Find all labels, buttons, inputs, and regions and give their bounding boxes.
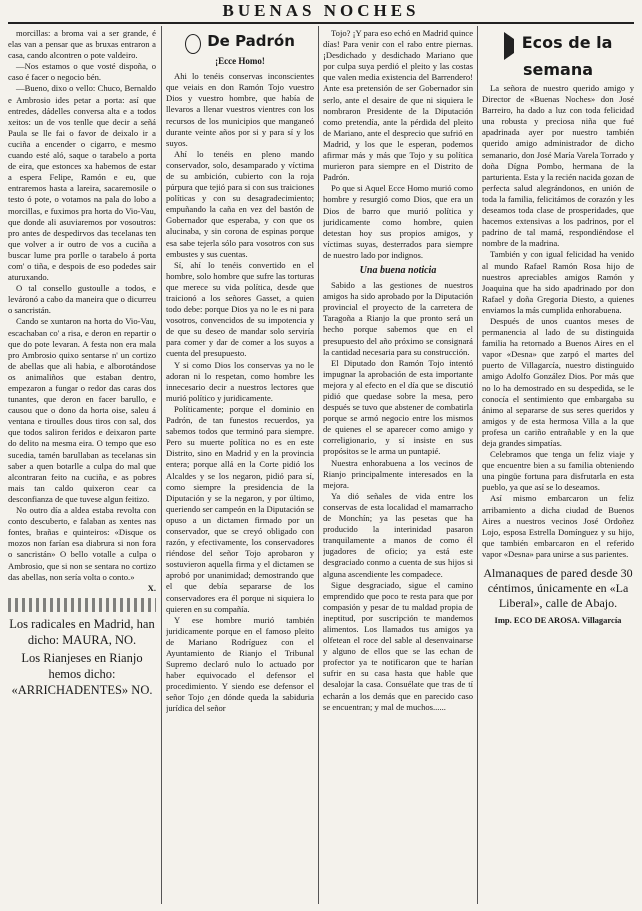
paragraph: Después de unos cuantos meses de permanencia al lado de su distinguida familia ha retornado a Buenos Aires en el vapor «Desna» que zarpó el martes del puerto de Villagarcía, nuestro distinguido amigo Adolfo González Dios. Por más que no lo ha demostrado en su despedida, se le conocía el sentimiento que embargaba su ánimo al separarse de sus seres queridos y amigos y de esta hermosa Villa a la que profesa un cariño entrañable y en la que deja grandes simpatías. (482, 315, 634, 448)
paragraph: Y si como Dios los conservas ya no le adoran ni lo respetan, como hombre les innecesario decir a nuestros lectores que murió político y juridicamente. (166, 359, 314, 403)
paragraph: —Nos estamos o que vosté dispoña, o caso é facer o negocio bén. (8, 61, 156, 83)
section-title: Ecos de la semana (521, 32, 613, 79)
advert-almanaques: Almanaques de pared desde 30 céntimos, únicamente en «La Liberal», calle de Abajo. (483, 566, 633, 611)
paragraph: —Bueno, dixo o vello: Chuco, Bernaldo e Ambrosio ides petar a porta: así que entredes, dádelles conversa alta e a todos xeitos: un de vos tenlle que decir a señá Paula se lle fai o favor de deixalo ir a cuciña a encender o cigarro, e mesmo cuando esté aló, saque o tarabelo a porta de eira, que estonces xa habemos de estar a espera Felipe, Ramón e eu, que entraremos hasta a lareira, sacaremosile o testo ó pote, o votamos na pala do lobo a morcillas, e fuximos pra horta do Vio-Vau, que donde ali asuviaremos por vosoutros: pro antes de despedirvos das tecelanas ten que volver a ir outro de vos a cuciña a buscar lume pra porlle o tarabelo á porta com' o tiña, e despois de eso podedes sair aturuxando. (8, 83, 156, 283)
column-2 (166, 28, 314, 903)
paragraph: Celebramos que tenga un feliz viaje y que encuentre bien a su familia obteniendo una pingüe fortuna para disfrutarla en esta pueblo, ya que así se lo deseamos. (482, 449, 634, 493)
paragraph: Sí, ahí lo tenéis convertido en el hombre, solo hombre que sufre las torturas que merece su vida política, desde que traicionó a los señores Gasset, a quien todo debe: porque Dios ya no le es ni para vosotros, convencidos de su impotencia y de que su deseo de mandar solo serviría para comer y dar de comer a los suyos a cuenta del presupuesto. (166, 259, 314, 359)
notice-radicales: Los radicales en Madrid, han dicho: MAURA, NO. (9, 616, 155, 647)
paragraph: Po que si Aquel Ecce Homo murió como hombre y resurgió como Dios, que era un Dios de barro que murió política y juridicamente como hombre, quien detestan hoy sus propios amigos, y víctimas suyas, desterrados para siempre de nuestro lado por indignos. (323, 183, 473, 260)
masthead-rule (8, 22, 634, 24)
section-title-buena-noticia: Una buena noticia (359, 264, 437, 276)
section-subtitle: ¡Ecce Homo! (215, 56, 265, 67)
paragraph: También y con igual felicidad ha venido al mundo Rafael Ramón Rosa hijo de nuestros apreciables amigos Ramón y Joaquina que ha sido apadrinado por don Rafael y doña Gregoria Diesto, a quienes enviamos la más cumplida enhorabuena. (482, 249, 634, 315)
paragraph: morcillas: a broma vai a ser grande, é elas van a pensar que as bruxas entraron a casa, cando alcontren o pote valdeiro. (8, 28, 156, 61)
printer-imprint: Imp. ECO DE AROSA. Villagarcía (494, 615, 622, 626)
paragraph: O tal consello gustoulle a todos, e leváronó a cabo da maneira que o dicurreu o sancristán. (8, 283, 156, 316)
cyclist-icon (185, 34, 201, 54)
masthead: BUENAS NOCHES (222, 1, 420, 20)
ornament-divider (8, 598, 156, 612)
paragraph: Ya dió señales de vida entre los conservas de esta localidad el mamarracho de Monchín; ya las pesetas que ha producido la interinidad pasaron tranquilamente a manos de como él jugadores de oficio; ya está este desgraciado conmo a cuenta de sus hijos si alguna ascendiente les compadece. (323, 490, 473, 579)
section-heading-ecos (482, 32, 634, 79)
column-divider (161, 26, 162, 904)
paragraph: Así mismo embarcaron un feliz arribamiento a dicha ciudad de Buenos Aires a nuestros vecinos José Ordoñez Lojo, esposa Estrella Domínguez y su hijo, que también embarcaron en el referido vapor «Desna» para unirse a sus parientes. (482, 493, 634, 559)
paragraph: Políticamente; porque el dominio en Padrón, de tan funestos recuerdos, ya sabemos todos que terminó para siempre. Pero su muerte política no es en este Distrito, sino en Madrid y en la provincia entera; porque allá en la Corte pidió los Alcaldes y se los negaron, pidió para sí, como siempre la presidencia de la Diputación y se la negaron, y por último, queriendo ser campeón en la Diputación se opuso a un dictamen firmado por un conservador, que se creyó obligado con razón, y efectivamente, los conservadores riéndose del señor Tojo aprobaron y sostuvieron aquella firma y el dictamen se aprobó por unanimidad; demostrando que el que debía separarse de los conservadores era él porque ni siquiera lo quieren en su compañía. (166, 403, 314, 614)
paragraph: El Diputado don Ramón Tojo intentó impugnar la aprobación de esta importante mejora y al efecto en el día que se discutió pidió que quedase sobre la mesa, pero después se tuvo que abstener de combatirla porque se armó negocio entre los mismos de quienes el se aparecer como amigo y correligionario, y sí insiste en sus propósitos se le arma un puntapié. (323, 357, 473, 457)
section-heading-padron (166, 32, 314, 67)
column-4 (482, 28, 634, 903)
paragraph: La señora de nuestro querido amigo y Director de «Buenas Noches» don José Barreiro, ha dado a luz con toda felicidad una robusta y preciosa niña que fué apadrinada ayer por nuestro también querido amigo administrador de dicho semanario, don José María Varela Torrado y doña Dígna Pombo, hermana de la parturienta. Esta y la recién nacida gozan de perfecta salud alegrándonos, en unión de toda la familia, felicitámos de corazón y les deseamos toda clase de prosperidades, que hacemos extensivas a los padrinos, por el padrino de tal mamá, respondiéndose el nombre de la madrina. (482, 83, 634, 249)
column-divider (318, 26, 319, 904)
megaphone-icon (504, 32, 514, 60)
paragraph: Sigue desgraciado, sigue el camino emprendido que poco te resta para que por compasión y pesar de tu maldad propia de ineptitud, por suscripción te mandemos alimentos. Los llamados tus amigos ya olfetean el roce del sable al desenvainarse y alguno de ellos que se las echan de profector ya te notificaron que te harían sufrir en su casa hasta que hable que desalojar la casa. Consuélate que tras de tí echarán a los demás que en parecido caso se encuentran; y mal de muchos...... (323, 579, 473, 712)
paragraph: Ahi lo tenéis conservas inconscientes que veiais en don Ramón Tojo vuestro Dios y vuestro hombre, que había de llevaros a llenar vuestros vientres con los recursos de los municipios que manganeó durante veinte años por si y para sí y los suyos. (166, 71, 314, 148)
paragraph: Tojo? ¡Y para eso echó en Madrid quince días! Para venir con el rabo entre piernas. ¡Desdichado y desdichado Mariano que por culpa suya perdió el pleito y las costas que valen media existencia del Barrendero! Ante esa pretensión de ser Gobernador sin serlo, ante el desaire de que ni siquiera le nombraron Presidente de la Diputación como pretendía, ante la pérdida del pleito de Mariano, ante el desprecio que sufrió en Madrid, y los que le esperan, podemos afirmar más y más que Tojo y su política murieron para siempre en el Distrito de Padrón. (323, 28, 473, 183)
section-title: De Padrón (207, 32, 295, 50)
paragraph: No outro día a aldea estaba revolta con conto descuberto, e falaban as xentes nas fontes, brañas e quinteiros: «Disque os mozos non farían esa diabrura si non fora o sancristán» O bello votalle a culpa o Ambrosio, que si non se sentara no cortizo das abellas, non sería volta o conto.» (8, 505, 156, 582)
paragraph: Nuestra enhorabuena a los vecinos de Rianjo principalmente interesados en la mejora. (323, 457, 473, 490)
paragraph: Cando se xuntaron na horta do Vio-Vau, escachaban co' a risa, e deron en repartir o que do pote levaran. A festa non era mala pro Ambrosio quixo sentarse n' un cortizo de abellas que ali habia, e alborotándose os animaliños que estaban dentro, empezaron a fungar o redor das caras dos tunantes, que deron en facer barullo, e causou que o dono da horta oise, saleu á ventana e tiroulles dous tiros con sal, dos que todos saliron feridos e deixaron parte do delito na mesma eira. O tempo que eso sucedia, tamén barullaban as tecelanas sin saber a quen botarlle a culpa do mal que alcontraran feito na cuciña, e as pobres mais tan caldo quixeron cear ca desconfianza de que tuvese algun feitizo. (8, 316, 156, 504)
column-1 (8, 28, 156, 903)
paragraph: Y ese hombre murió también juridicamente porque en el famoso pleito de Mariano Rodríguez con el Ayuntamiento de Rianjo el Tribunal Supremo declaró nulo lo actuado por haber equivocado el defensor el procedimiento. Y siendo ese defensor el señor Tojo ¿en dónde queda la sabiduria jurídica del señor (166, 614, 314, 714)
notice-rianjeses: Los Rianjeses en Rianjo hemos dicho: «ARRICHADENTES» NO. (11, 650, 153, 697)
column-3 (323, 28, 473, 903)
column-divider (477, 26, 478, 904)
paragraph: Sabido a las gestiones de nuestros amigos ha sido aprobado por la Diputación provincial el proyecto de la carretera de Taragoña a Rianjo la que pronto será un hecho porque sabemos que en el presupuesto del año próximo se consignará la cantidad necesaria para su construcción. (323, 280, 473, 357)
paragraph: Ahí lo tenéis en pleno mando conservador, solo, desamparado y víctima de su ambición, cubierto con la roja púrpura que tejió para si con sus traiciones políticas y con su desagradecimiento; empuñando la caña en vez del bastón de Gobernador que esperaba, y con que os alucinaba, y sin corona de espinas porque esa sabe tejerla sólo para vosotros con sus embustes y sus cuentas. (166, 148, 314, 259)
signature: X. (147, 582, 156, 593)
